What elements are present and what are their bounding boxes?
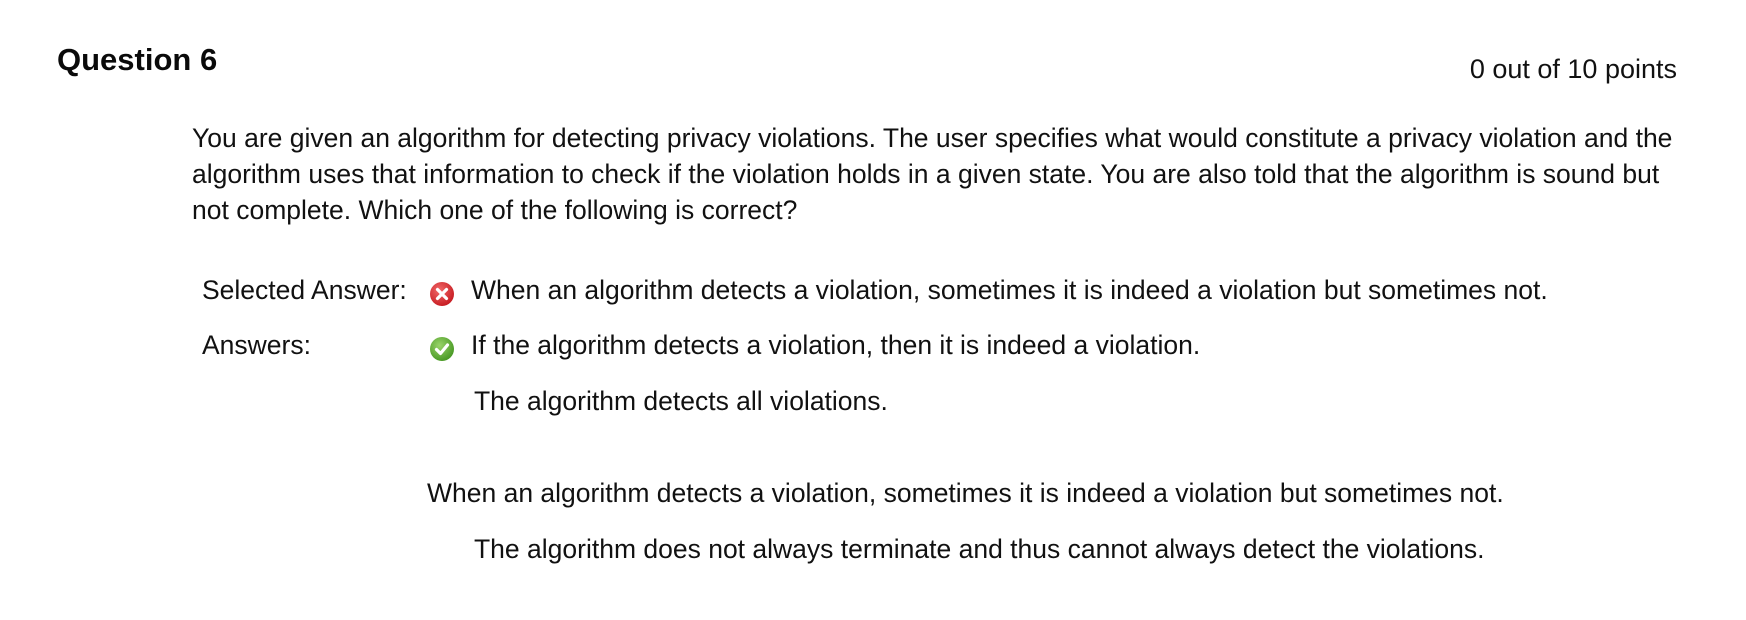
correct-icon xyxy=(429,333,455,359)
selected-answer-text: When an algorithm detects a violation, sometimes it is indeed a violation but sometimes not. xyxy=(471,275,1548,305)
answer-option-row xyxy=(0,473,1746,513)
answers-row xyxy=(0,325,1746,365)
answer-option-row xyxy=(0,381,1746,421)
incorrect-icon xyxy=(429,278,455,304)
question-score: 0 out of 10 points xyxy=(1469,54,1677,84)
question-text: You are given an algorithm for detecting privacy violations. The user specifies what would constitute a privacy violation and the algorithm uses that information to check if the violation holds in a given state. You are also told that the algorithm is sound but not complete. Which one of the following is correct? xyxy=(192,123,1673,225)
answer-option: If the algorithm detects a violation, then it is indeed a violation. xyxy=(471,330,1201,360)
selected-answer-label: Selected Answer: xyxy=(202,275,407,305)
selected-answer-row xyxy=(0,270,1746,310)
answer-option: When an algorithm detects a violation, sometimes it is indeed a violation but sometimes not. xyxy=(427,478,1504,508)
answers-label: Answers: xyxy=(202,330,311,360)
question-title: Question 6 xyxy=(57,42,218,77)
answer-option: The algorithm detects all violations. xyxy=(474,386,888,416)
answer-option-row xyxy=(0,529,1746,569)
answer-option: The algorithm does not always terminate and thus cannot always detect the violations. xyxy=(474,534,1485,564)
